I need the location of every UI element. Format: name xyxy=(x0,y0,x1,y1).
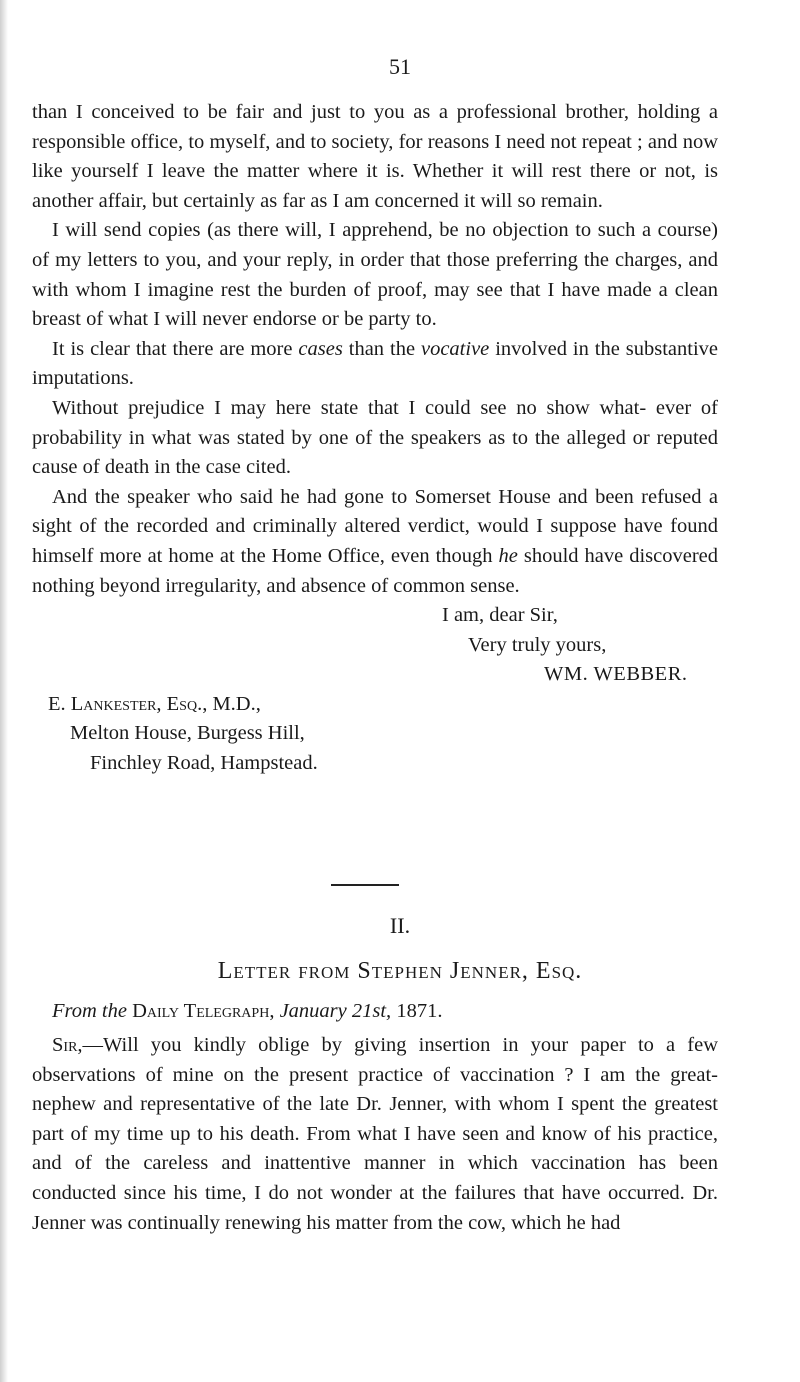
paragraph-3-text-a: It is clear that there are more xyxy=(52,337,299,360)
paragraph-5-italic-he: he xyxy=(498,544,518,567)
letter-2-body xyxy=(32,1031,718,1238)
recipient-address xyxy=(32,690,718,779)
paragraph-3-text-c: involved in the substantive imputations. xyxy=(32,337,718,390)
recipient-name: E. Lankester, Esq., M.D., xyxy=(48,692,261,715)
paragraph-2: I will send copies (as there will, I apprehend, be no objection to such a course) of my letters to you, and your reply, in order that those preferring the charges, and with whom I imagine rest the burden of proof, may see that I have made a clean breast of what I will never endorse or be party to. xyxy=(32,219,718,331)
page-number: 51 xyxy=(389,54,411,79)
paragraph-1: than I conceived to be fair and just to you as a professional brother, holding a responsible office, to myself, and to society, for reasons I need not repeat ; and now like yourself I leave the matter where it is. Whether it will rest there or not, is another affair, but certainly as far as I am concerned it will so remain. xyxy=(32,101,718,212)
section-heading: Letter from Stephen Jenner, Esq. xyxy=(217,958,583,984)
paragraph-5-text-a: And the speaker who said he had gone to Somerset House and been refused a sight of the recorded and criminally altered verdict, would I suppose have found himself more at home at the Home Office, even though xyxy=(32,485,718,567)
closing-valediction: Very truly yours, xyxy=(468,633,607,656)
paragraph-3-italic-cases: cases xyxy=(298,337,343,360)
letter-body xyxy=(32,98,718,779)
paragraph-5 xyxy=(32,483,718,601)
paragraph-3 xyxy=(32,335,718,394)
closing-signature: WM. WEBBER. xyxy=(544,663,688,686)
source-paper: Daily Telegraph, xyxy=(132,1000,275,1022)
paragraph-3-italic-vocative: vocative xyxy=(420,337,490,360)
paragraph-4: Without prejudice I may here state that I could see no show what- ever of probability in what was stated by one of the speakers as to the alleged or reputed cause of death in the case cited. xyxy=(32,396,718,479)
source-date: January 21st, xyxy=(279,1000,392,1022)
letter-closing xyxy=(32,601,718,690)
source-from: From the xyxy=(52,1000,127,1022)
page-edge-shadow xyxy=(0,0,8,1382)
recipient-address-line-1: Melton House, Burgess Hill, xyxy=(70,722,305,745)
paragraph-5-text-b: should have discovered nothing beyond irregularity, and absence of common sense. xyxy=(32,544,719,597)
source-line xyxy=(52,1000,442,1023)
letter-2-text: —Will you kindly oblige by giving insertion in your paper to a few observations of mine on the present practice of vaccination ? I am the great-nephew and representative of the late Dr. Jenner, with whom I spent the greatest part of my time up to his death. From what I have seen and know of his practice, and of the careless and inattentive manner in which vaccination has been conducted since his time, I do not wonder at the failures that have occurred. Dr. Jenner was continually renewing his matter from the cow, which he had xyxy=(32,1034,718,1234)
paragraph-3-text-b: than the xyxy=(342,337,421,360)
source-year: 1871. xyxy=(396,1000,443,1022)
letter-2-salutation: Sir, xyxy=(52,1034,83,1056)
recipient-address-line-2: Finchley Road, Hampstead. xyxy=(90,752,318,775)
letter-2-paragraph xyxy=(32,1031,718,1238)
section-numeral: II. xyxy=(389,913,411,938)
section-divider xyxy=(331,884,399,886)
closing-salutation: I am, dear Sir, xyxy=(442,604,558,627)
